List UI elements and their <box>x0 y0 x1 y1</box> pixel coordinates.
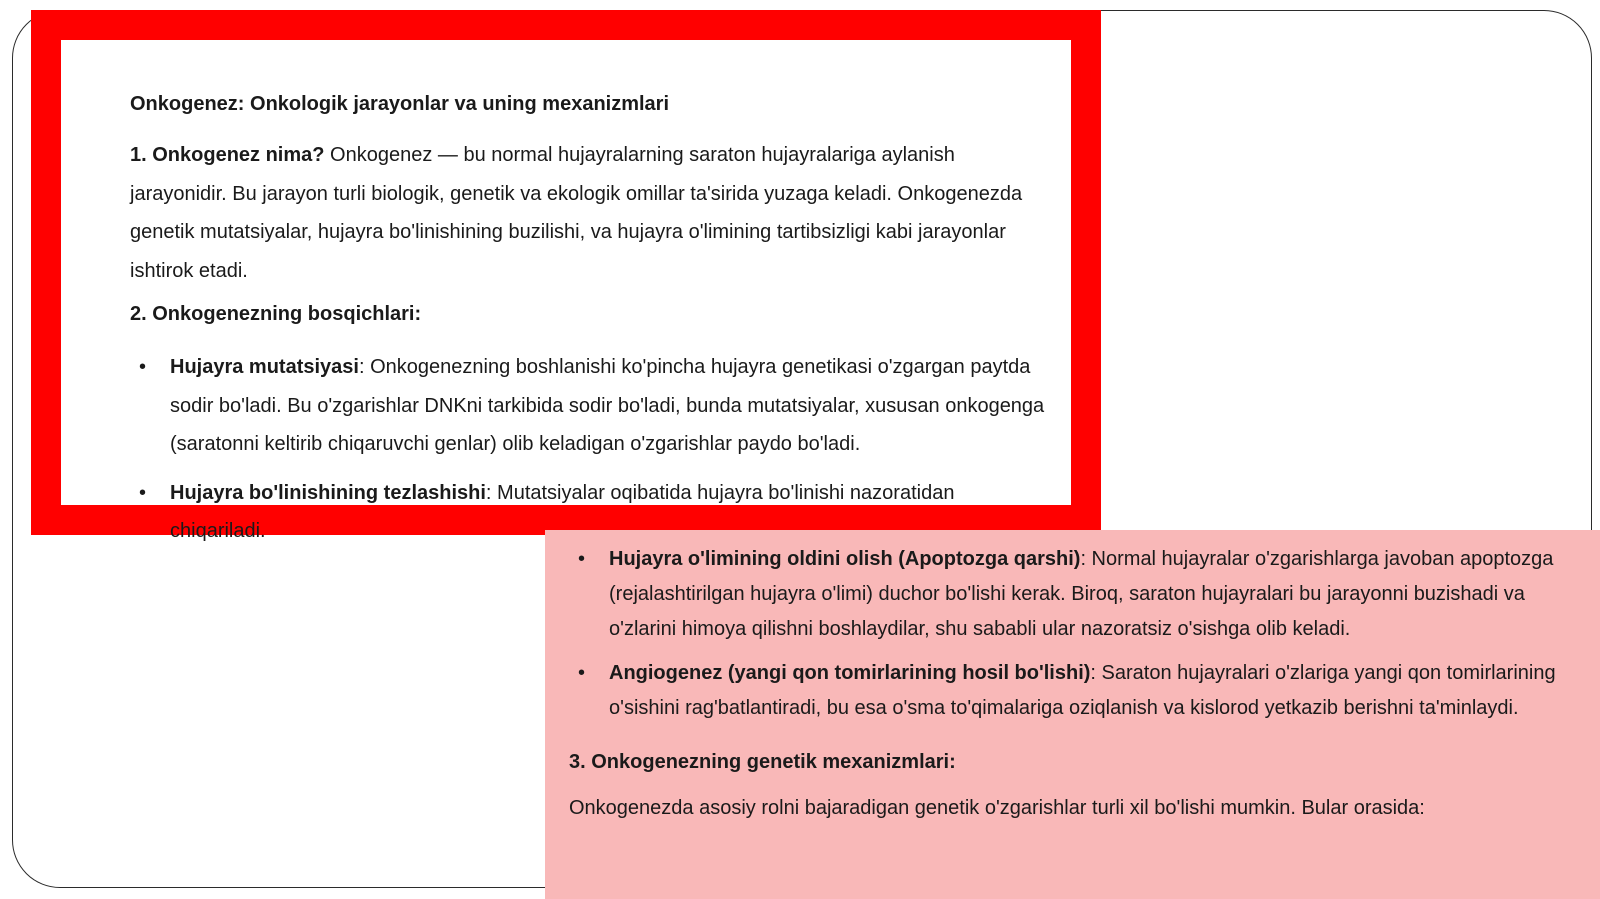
bullet-icon: • <box>578 662 586 684</box>
bullet-icon: • <box>578 548 586 570</box>
bullet-icon: • <box>139 356 147 378</box>
bullet-text: : Onkogenezning boshlanishi ko'pincha hujayra genetikasi o'zgargan paytda sodir bo'ladi. Bu o'zgarishlar DNKni tarkibida sodir bo'ladi, bunda mutatsiyalar, xususan onkogenga (saratonni keltirib chiqaruvchi genlar) olib keladigan o'zgarishlar paydo bo'ladi. <box>170 356 1045 455</box>
bullet-label: Hujayra mutatsiyasi <box>170 356 359 378</box>
bullet-label: Hujayra o'limining oldini olish (Apoptozga qarshi) <box>609 548 1081 570</box>
document-title: Onkogenez: Onkologik jarayonlar va uning mexanizmlari <box>130 93 670 115</box>
paragraph-definition <box>130 136 1053 290</box>
stages-heading: 2. Onkogenezning bosqichlari: <box>130 303 422 325</box>
question-label: 1. Onkogenez nima? <box>130 144 325 166</box>
bullet-label: Hujayra bo'linishining tezlashishi <box>170 481 486 504</box>
bullet-icon: • <box>139 481 147 504</box>
bullet-text: : Normal hujayralar o'zgarishlarga javoban apoptozga (rejalashtirilgan hujayra o'limi) duchor bo'lishi kerak. Biroq, saraton hujayralari bu jarayonni buzishadi va o'zlarini himoya qilishni boshlaydilar, shu sababli ular nazoratsiz o'sishga olib keladi. <box>609 548 1554 640</box>
list-item <box>569 542 1560 647</box>
bullet-text: : Mutatsiyalar oqibatida hujayra bo'linishi nazoratidan chiqariladi. <box>170 481 955 542</box>
document-excerpt-bottom <box>545 530 1600 899</box>
definition-text: Onkogenez — bu normal hujayralarning saraton hujayralariga aylanish jarayonidir. Bu jarayon turli biologik, genetik va ekologik omillar ta'sirida yuzaga keladi. Onkogenezda genetik mutatsiyalar, hujayra bo'linishining buzilishi, va hujayra o'limining tartibsizligi kabi jarayonlar ishtirok etadi. <box>130 144 1023 282</box>
mechanisms-heading: 3. Onkogenezning genetik mexanizmlari: <box>569 751 956 773</box>
stages-list <box>130 348 1053 551</box>
bullet-text: : Saraton hujayralari o'zlariga yangi qon tomirlarining o'sishini rag'batlantiradi, bu esa o'sma to'qimalariga oziqlanish va kislorod yetkazib berishni ta'minlaydi. <box>609 662 1556 719</box>
list-item <box>569 656 1560 726</box>
mechanisms-paragraph: Onkogenezda asosiy rolni bajaradigan genetik o'zgarishlar turli xil bo'lishi mumkin. Bular orasida: <box>569 797 1425 819</box>
list-item <box>130 348 1053 464</box>
document-excerpt-top <box>61 40 1071 542</box>
stages-list-continued <box>569 542 1560 726</box>
bullet-label: Angiogenez (yangi qon tomirlarining hosil bo'lishi) <box>609 662 1091 684</box>
